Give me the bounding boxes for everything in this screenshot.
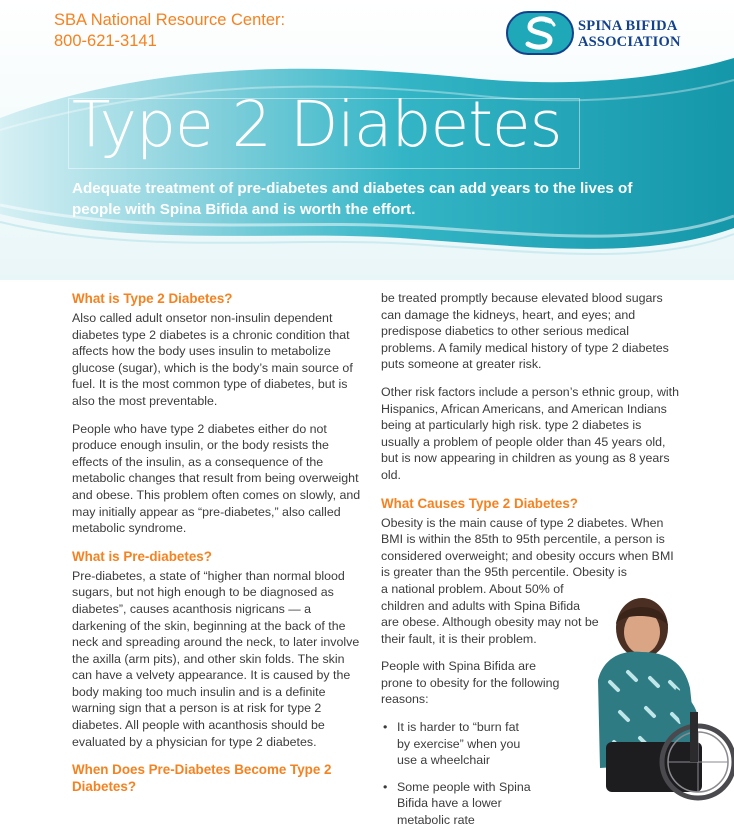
paragraph-complications: be treated promptly because elevated blood sugars can damage the kidneys, heart, and eyes; and predispose diabetics to other serious medical problems. A family medical history of type 2 diabetes puts someone at greater risk.: [381, 291, 669, 372]
woman-in-wheelchair-photo: [580, 592, 734, 800]
paragraph-prone-to-obesity: People with Spina Bifida are prone to obesity for the following reasons:: [381, 659, 560, 707]
hotline-label: SBA National Resource Center:: [54, 11, 286, 29]
list-item: [381, 719, 531, 769]
bullet-icon: •: [383, 720, 388, 735]
paragraph-definition: Also called adult onsetor non-insulin dependent diabetes type 2 diabetes is a chronic condition that affects how the body uses insulin to metabolize glucose (sugar), which is the body’s main source of fuel. It is the most common type of diabetes, but is also the most preventable.: [72, 311, 353, 408]
sba-logo: [506, 11, 681, 55]
logo-line-1: SPINA BIFIDA: [578, 18, 678, 34]
page-subtitle: Adequate treatment of pre-diabetes and diabetes can add years to the lives of people with Spina Bifida and is worth the effort.: [72, 180, 633, 218]
resource-center-hotline: [54, 10, 285, 52]
paragraph-obesity-intro: Obesity is the main cause of type 2 diabetes. When BMI is within the 85th to 95th percentile, a person is considered overweight; and obesity occurs when BMI is greater than the 95th percentile. Obesity is: [381, 515, 674, 580]
bullet-icon: •: [383, 779, 388, 794]
heading-when-prediabetes-becomes: When Does Pre-Diabetes Become Type 2 Diabetes?: [72, 762, 332, 795]
heading-what-causes: What Causes Type 2 Diabetes?: [381, 495, 578, 511]
list-item: [381, 779, 531, 829]
logo-line-2: ASSOCIATION: [578, 34, 681, 50]
page-title: Type 2 Diabetes: [72, 88, 562, 161]
paragraph-obesity-national: a national problem. About 50% of children and adults with Spina Bifida are obese. Although obesity may not be their fault, it is their problem.: [381, 581, 599, 646]
list-item-text: It is harder to “burn fat by exercise” when you use a wheelchair: [397, 720, 521, 768]
left-column: [72, 290, 364, 798]
heading-what-is-type2: What is Type 2 Diabetes?: [72, 291, 233, 306]
paragraph-insulin: People who have type 2 diabetes either do not produce enough insulin, or the body resists the effects of the insulin, as a consequence of the metabolic changes that result from being overweight and obese. This problem often comes on slowly, and may initially appear as “pre-diabetes,” also called metabolic syndrome.: [72, 421, 361, 536]
sba-logo-icon: [506, 11, 574, 55]
heading-what-is-prediabetes: What is Pre-diabetes?: [72, 548, 212, 564]
hotline-phone: 800-621-3141: [54, 32, 157, 50]
paragraph-risk-factors: Other risk factors include a person’s ethnic group, with Hispanics, African Americans, and American Indians being at particularly high risk. type 2 diabetes is usually a problem of people older than 45 years old, but is now appearing in children as young as 8 years old.: [381, 384, 679, 482]
paragraph-prediabetes: Pre-diabetes, a state of “higher than normal blood sugars, but not high enough to be diagnosed as diabetes”, causes acanthosis nigricans — a darkening of the skin, beginning at the back of the neck and spreading around the neck, to later involve the axilla (arm pits), and other skin folds. The skin can have a velvety appearance. It is caused by the body making too much insulin and is a definite warning sign that a person is at risk for type 2 diabetes. All people with acanthosis should be evaluated by a physician for type 2 diabetes.: [72, 568, 360, 749]
list-item-text: Some people with Spina Bifida have a lower metabolic rate: [397, 779, 531, 828]
